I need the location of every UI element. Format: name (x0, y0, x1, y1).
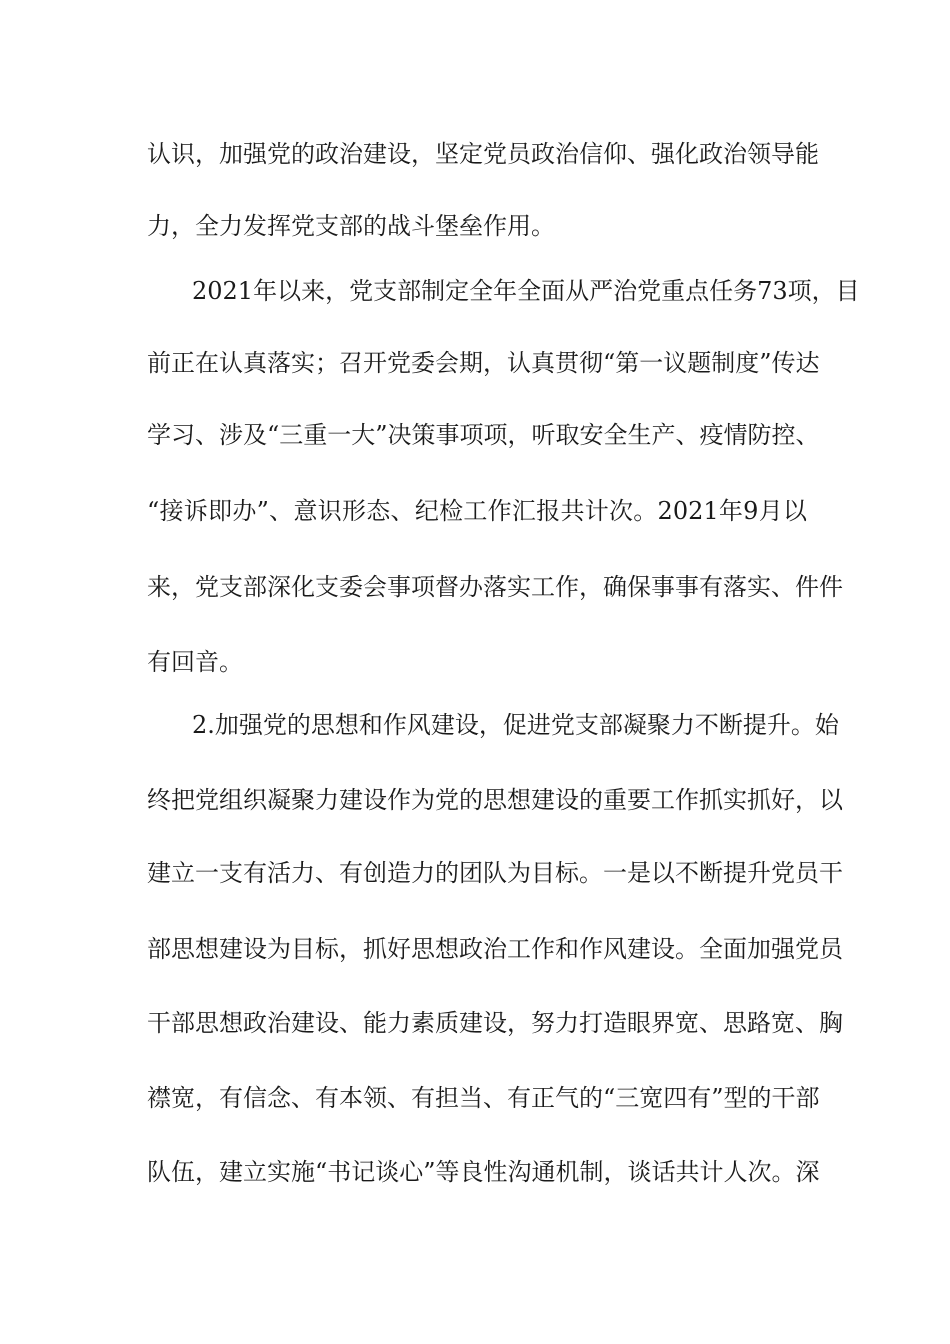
text-line: 建立一支有活力、有创造力的团队为目标。一是以不断提升党员干 (147, 859, 843, 887)
text-line: 部思想建设为目标，抓好思想政治工作和作风建设。全面加强党员 (147, 935, 843, 963)
text-line: 襟宽，有信念、有本领、有担当、有正气的“三宽四有”型的干部 (147, 1084, 820, 1112)
text-line: 认识，加强党的政治建设，坚定党员政治信仰、强化政治领导能 (147, 140, 819, 168)
text-line: 干部思想政治建设、能力素质建设，努力打造眼界宽、思路宽、胸 (147, 1009, 843, 1037)
text-line: “接诉即办”、意识形态、纪检工作汇报共计次。2021年9月以 (147, 497, 807, 525)
text-line: 2021年以来，党支部制定全年全面从严治党重点任务73项，目 (192, 277, 860, 305)
text-line: 前正在认真落实；召开党委会期，认真贯彻“第一议题制度”传达 (147, 349, 820, 377)
text-line: 终把党组织凝聚力建设作为党的思想建设的重要工作抓实抓好，以 (147, 786, 843, 814)
text-line: 学习、涉及“三重一大”决策事项项，听取安全生产、疫情防控、 (147, 421, 820, 449)
text-line: 队伍，建立实施“书记谈心”等良性沟通机制，谈话共计人次。深 (147, 1158, 820, 1186)
text-line: 2.加强党的思想和作风建设，促进党支部凝聚力不断提升。始 (192, 711, 839, 739)
text-line: 力，全力发挥党支部的战斗堡垒作用。 (147, 212, 555, 240)
text-line: 来，党支部深化支委会事项督办落实工作，确保事事有落实、件件 (147, 573, 843, 601)
text-line: 有回音。 (147, 648, 243, 676)
